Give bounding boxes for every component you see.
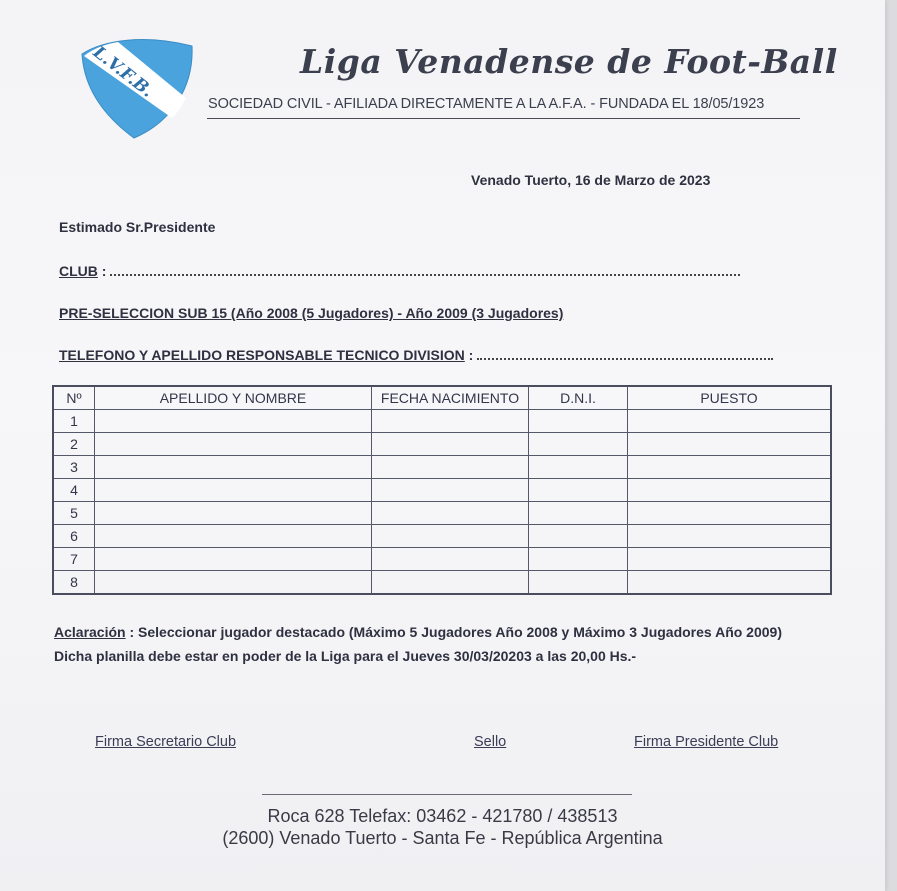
players-table xyxy=(52,385,832,595)
secretary-signature-label: Firma Secretario Club xyxy=(95,734,237,750)
row-number: 3 xyxy=(53,456,95,479)
dni-cell[interactable] xyxy=(529,433,628,456)
row-number: 1 xyxy=(53,410,95,433)
table-row xyxy=(53,410,831,433)
date-line: Venado Tuerto, 16 de Marzo de 2023 xyxy=(471,172,711,188)
president-signature-label: Firma Presidente Club xyxy=(634,734,779,750)
birthdate-cell[interactable] xyxy=(372,548,529,571)
col-number: Nº xyxy=(53,386,95,410)
name-cell[interactable] xyxy=(95,571,372,595)
dni-cell[interactable] xyxy=(529,456,628,479)
position-cell[interactable] xyxy=(628,479,832,502)
logo-text: L.V.F.B. xyxy=(89,42,158,102)
table-row xyxy=(53,433,831,456)
responsible-label-colon: : xyxy=(464,347,474,363)
birthdate-cell[interactable] xyxy=(372,433,529,456)
birthdate-cell[interactable] xyxy=(372,525,529,548)
name-cell[interactable] xyxy=(95,479,372,502)
row-number: 8 xyxy=(53,571,95,595)
name-cell[interactable] xyxy=(95,502,372,525)
dni-cell[interactable] xyxy=(529,410,628,433)
row-number: 6 xyxy=(53,525,95,548)
footer-address-line2: (2600) Venado Tuerto - Santa Fe - República Argentina xyxy=(222,828,663,848)
table-row xyxy=(53,548,831,571)
dni-cell[interactable] xyxy=(529,571,628,595)
club-label: CLUB xyxy=(59,263,98,279)
position-cell[interactable] xyxy=(628,410,832,433)
position-cell[interactable] xyxy=(628,548,832,571)
col-position: PUESTO xyxy=(628,386,832,410)
table-row xyxy=(53,525,831,548)
row-number: 2 xyxy=(53,433,95,456)
dni-cell[interactable] xyxy=(529,525,628,548)
row-number: 7 xyxy=(53,548,95,571)
club-field xyxy=(59,263,740,279)
club-label-colon: : xyxy=(97,263,107,279)
responsible-label: TELEFONO Y APELLIDO RESPONSABLE TECNICO DIVISION xyxy=(59,347,465,363)
aclaracion-label: Aclaración xyxy=(54,624,126,640)
seal-label: Sello xyxy=(474,734,507,750)
position-cell[interactable] xyxy=(628,433,832,456)
deadline-note: Dicha planilla debe estar en poder de la Liga para el Jueves 30/03/20203 a las 20,00 Hs.- xyxy=(54,648,637,664)
league-subtitle: SOCIEDAD CIVIL - AFILIADA DIRECTAMENTE A LA A.F.A. - FUNDADA EL 18/05/1923 xyxy=(208,96,765,112)
name-cell[interactable] xyxy=(95,548,372,571)
position-cell[interactable] xyxy=(628,571,832,595)
footer-address-line1: Roca 628 Telefax: 03462 - 421780 / 438513 xyxy=(267,806,618,826)
position-cell[interactable] xyxy=(628,525,832,548)
dni-cell[interactable] xyxy=(529,548,628,571)
birthdate-cell[interactable] xyxy=(372,479,529,502)
greeting: Estimado Sr.Presidente xyxy=(59,219,216,235)
aclaracion-text: : Seleccionar jugador destacado (Máximo 5 Jugadores Año 2008 y Máximo 3 Jugadores Año 2009) xyxy=(125,624,782,640)
birthdate-cell[interactable] xyxy=(372,456,529,479)
position-cell[interactable] xyxy=(628,456,832,479)
table-row xyxy=(53,456,831,479)
col-dni: D.N.I. xyxy=(529,386,628,410)
row-number: 5 xyxy=(53,502,95,525)
col-birthdate: FECHA NACIMIENTO xyxy=(372,386,529,410)
row-number: 4 xyxy=(53,479,95,502)
col-name: APELLIDO Y NOMBRE xyxy=(95,386,372,410)
name-cell[interactable] xyxy=(95,410,372,433)
table-row xyxy=(53,571,831,595)
league-title: Liga Venadense de Foot-Ball xyxy=(300,42,838,81)
header-divider xyxy=(207,118,800,119)
lvfb-shield-logo xyxy=(74,36,198,140)
dni-cell[interactable] xyxy=(529,479,628,502)
position-cell[interactable] xyxy=(628,502,832,525)
table-row xyxy=(53,502,831,525)
club-dotted-line xyxy=(110,266,740,276)
birthdate-cell[interactable] xyxy=(372,502,529,525)
preselection-heading: PRE-SELECCION SUB 15 (Año 2008 (5 Jugadores) - Año 2009 (3 Jugadores) xyxy=(59,305,564,321)
aclaracion-note xyxy=(54,624,782,640)
table-row xyxy=(53,479,831,502)
name-cell[interactable] xyxy=(95,456,372,479)
table-header-row xyxy=(53,386,831,410)
responsible-dotted-line xyxy=(477,350,773,360)
birthdate-cell[interactable] xyxy=(372,410,529,433)
name-cell[interactable] xyxy=(95,525,372,548)
footer-divider xyxy=(262,794,632,795)
birthdate-cell[interactable] xyxy=(372,571,529,595)
name-cell[interactable] xyxy=(95,433,372,456)
responsible-field xyxy=(59,347,773,363)
dni-cell[interactable] xyxy=(529,502,628,525)
